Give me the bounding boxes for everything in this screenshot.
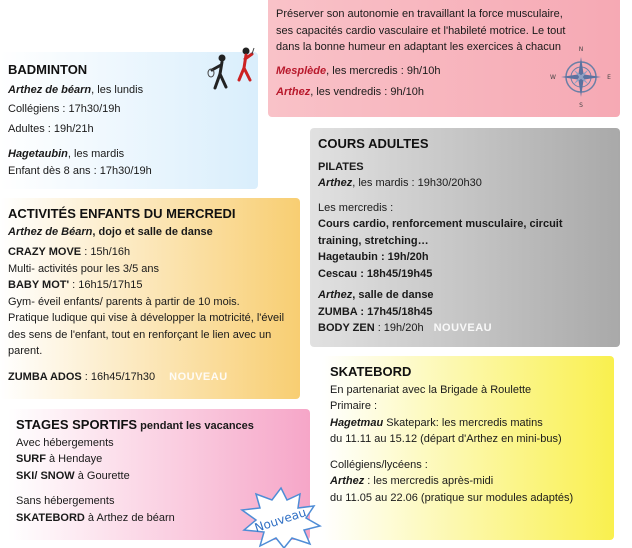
- zumba-ados-nouveau: NOUVEAU: [169, 370, 228, 383]
- stages-surf: SURF à Hendaye: [16, 453, 103, 465]
- svg-text:E: E: [607, 74, 611, 81]
- gym-description: Préserver son autonomie en travaillant la force musculaire, ses capacités cardio vasculaire et l'habileté motrice. Le tout dans la bonne humeur en adaptant les exercices à chacun: [276, 8, 566, 53]
- stages-avec: Avec hébergements: [16, 436, 114, 449]
- stages-title: STAGES SPORTIFS pendant les vacances: [16, 417, 254, 432]
- enfants-subtitle: Arthez de Béarn, dojo et salle de danse: [8, 225, 213, 238]
- badminton-collegiens: Collégiens : 17h30/19h: [8, 103, 121, 115]
- skate-title: SKATEBORD: [330, 364, 412, 379]
- skate-dates-college: du 11.05 au 22.06 (pratique sur modules adaptés): [330, 491, 574, 504]
- adultes-mercredis: Les mercredis :: [318, 201, 394, 214]
- arthez-salle: Arthez, salle de danse: [318, 289, 434, 301]
- skate-dates-primaire: du 11.11 au 15.12 (départ d'Arthez en mini-bus): [330, 433, 562, 445]
- svg-text:W: W: [550, 74, 556, 81]
- cours-adultes-title: COURS ADULTES: [318, 136, 429, 151]
- gym-eveil: Gym- éveil enfants/ parents à partir de 10 mois.: [8, 295, 240, 308]
- cescau-schedule: Cescau : 18h45/19h45: [318, 267, 433, 280]
- enfants-title: ACTIVITÉS ENFANTS DU MERCREDI: [8, 206, 236, 221]
- gym-line-mesplede: Mesplède, les mercredis : 9h/10h: [276, 64, 441, 77]
- svg-text:S: S: [579, 102, 583, 109]
- gym-line-arthez: Arthez, les vendredis : 9h/10h: [276, 86, 424, 98]
- zumba-schedule: ZUMBA : 17h45/18h45: [318, 305, 433, 318]
- compass-icon: [551, 44, 611, 108]
- zumba-ados-schedule: ZUMBA ADOS : 16h45/17h30 NOUVEAU: [8, 370, 228, 383]
- svg-text:N: N: [578, 46, 584, 53]
- stages-ski: SKI/ SNOW à Gourette: [16, 469, 130, 482]
- badminton-title: BADMINTON: [8, 62, 88, 77]
- nouveau-badge: [238, 486, 324, 548]
- skate-partenariat: En partenariat avec la Brigade à Roulette: [330, 383, 532, 396]
- cardio-line-1: Cours cardio, renforcement musculaire, circuit: [318, 218, 563, 230]
- skate-collegiens: Collégiens/lycéens :: [330, 458, 428, 471]
- skatebord-section: [322, 356, 614, 540]
- skate-arthez: Arthez : les mercredis après-midi: [330, 475, 494, 487]
- bodyzen-schedule: BODY ZEN : 19h/20h NOUVEAU: [318, 322, 493, 334]
- cours-adultes-section: [310, 128, 620, 347]
- pilates-label: PILATES: [318, 160, 364, 173]
- svg-text:Nouveau: Nouveau: [252, 505, 308, 536]
- badminton-hagetaubin: Hagetaubin, les mardis: [8, 148, 125, 160]
- enfants-description: Pratique ludique qui vise à développer la motricité, l'éveil des sens de l'enfant, tout en renforçant le lien avec un parent.: [8, 312, 285, 357]
- skate-primaire: Primaire :: [330, 400, 378, 412]
- cardio-line-2: training, stretching…: [318, 234, 429, 247]
- activites-enfants-section: [0, 198, 300, 399]
- bodyzen-nouveau: NOUVEAU: [433, 322, 493, 334]
- badminton-adultes: Adultes : 19h/21h: [8, 122, 94, 135]
- hagetaubin-schedule: Hagetaubin : 19h/20h: [318, 251, 429, 263]
- multi-activites: Multi- activités pour les 3/5 ans: [8, 262, 160, 275]
- skate-hagetmau: Hagetmau Skatepark: les mercredis matins: [330, 416, 543, 429]
- badminton-arthez: Arthez de béarn, les lundis: [8, 83, 144, 96]
- badminton-enfants: Enfant dès 8 ans : 17h30/19h: [8, 164, 152, 177]
- baby-mot-schedule: BABY MOT' : 16h15/17h15: [8, 279, 143, 291]
- stages-sans: Sans hébergements: [16, 495, 115, 507]
- stages-skatebord: SKATEBORD à Arthez de béarn: [16, 511, 175, 524]
- crazy-move-schedule: CRAZY MOVE : 15h/16h: [8, 246, 131, 258]
- badminton-players-icon: [206, 46, 256, 92]
- pilates-schedule: Arthez, les mardis : 19h30/20h30: [318, 177, 482, 189]
